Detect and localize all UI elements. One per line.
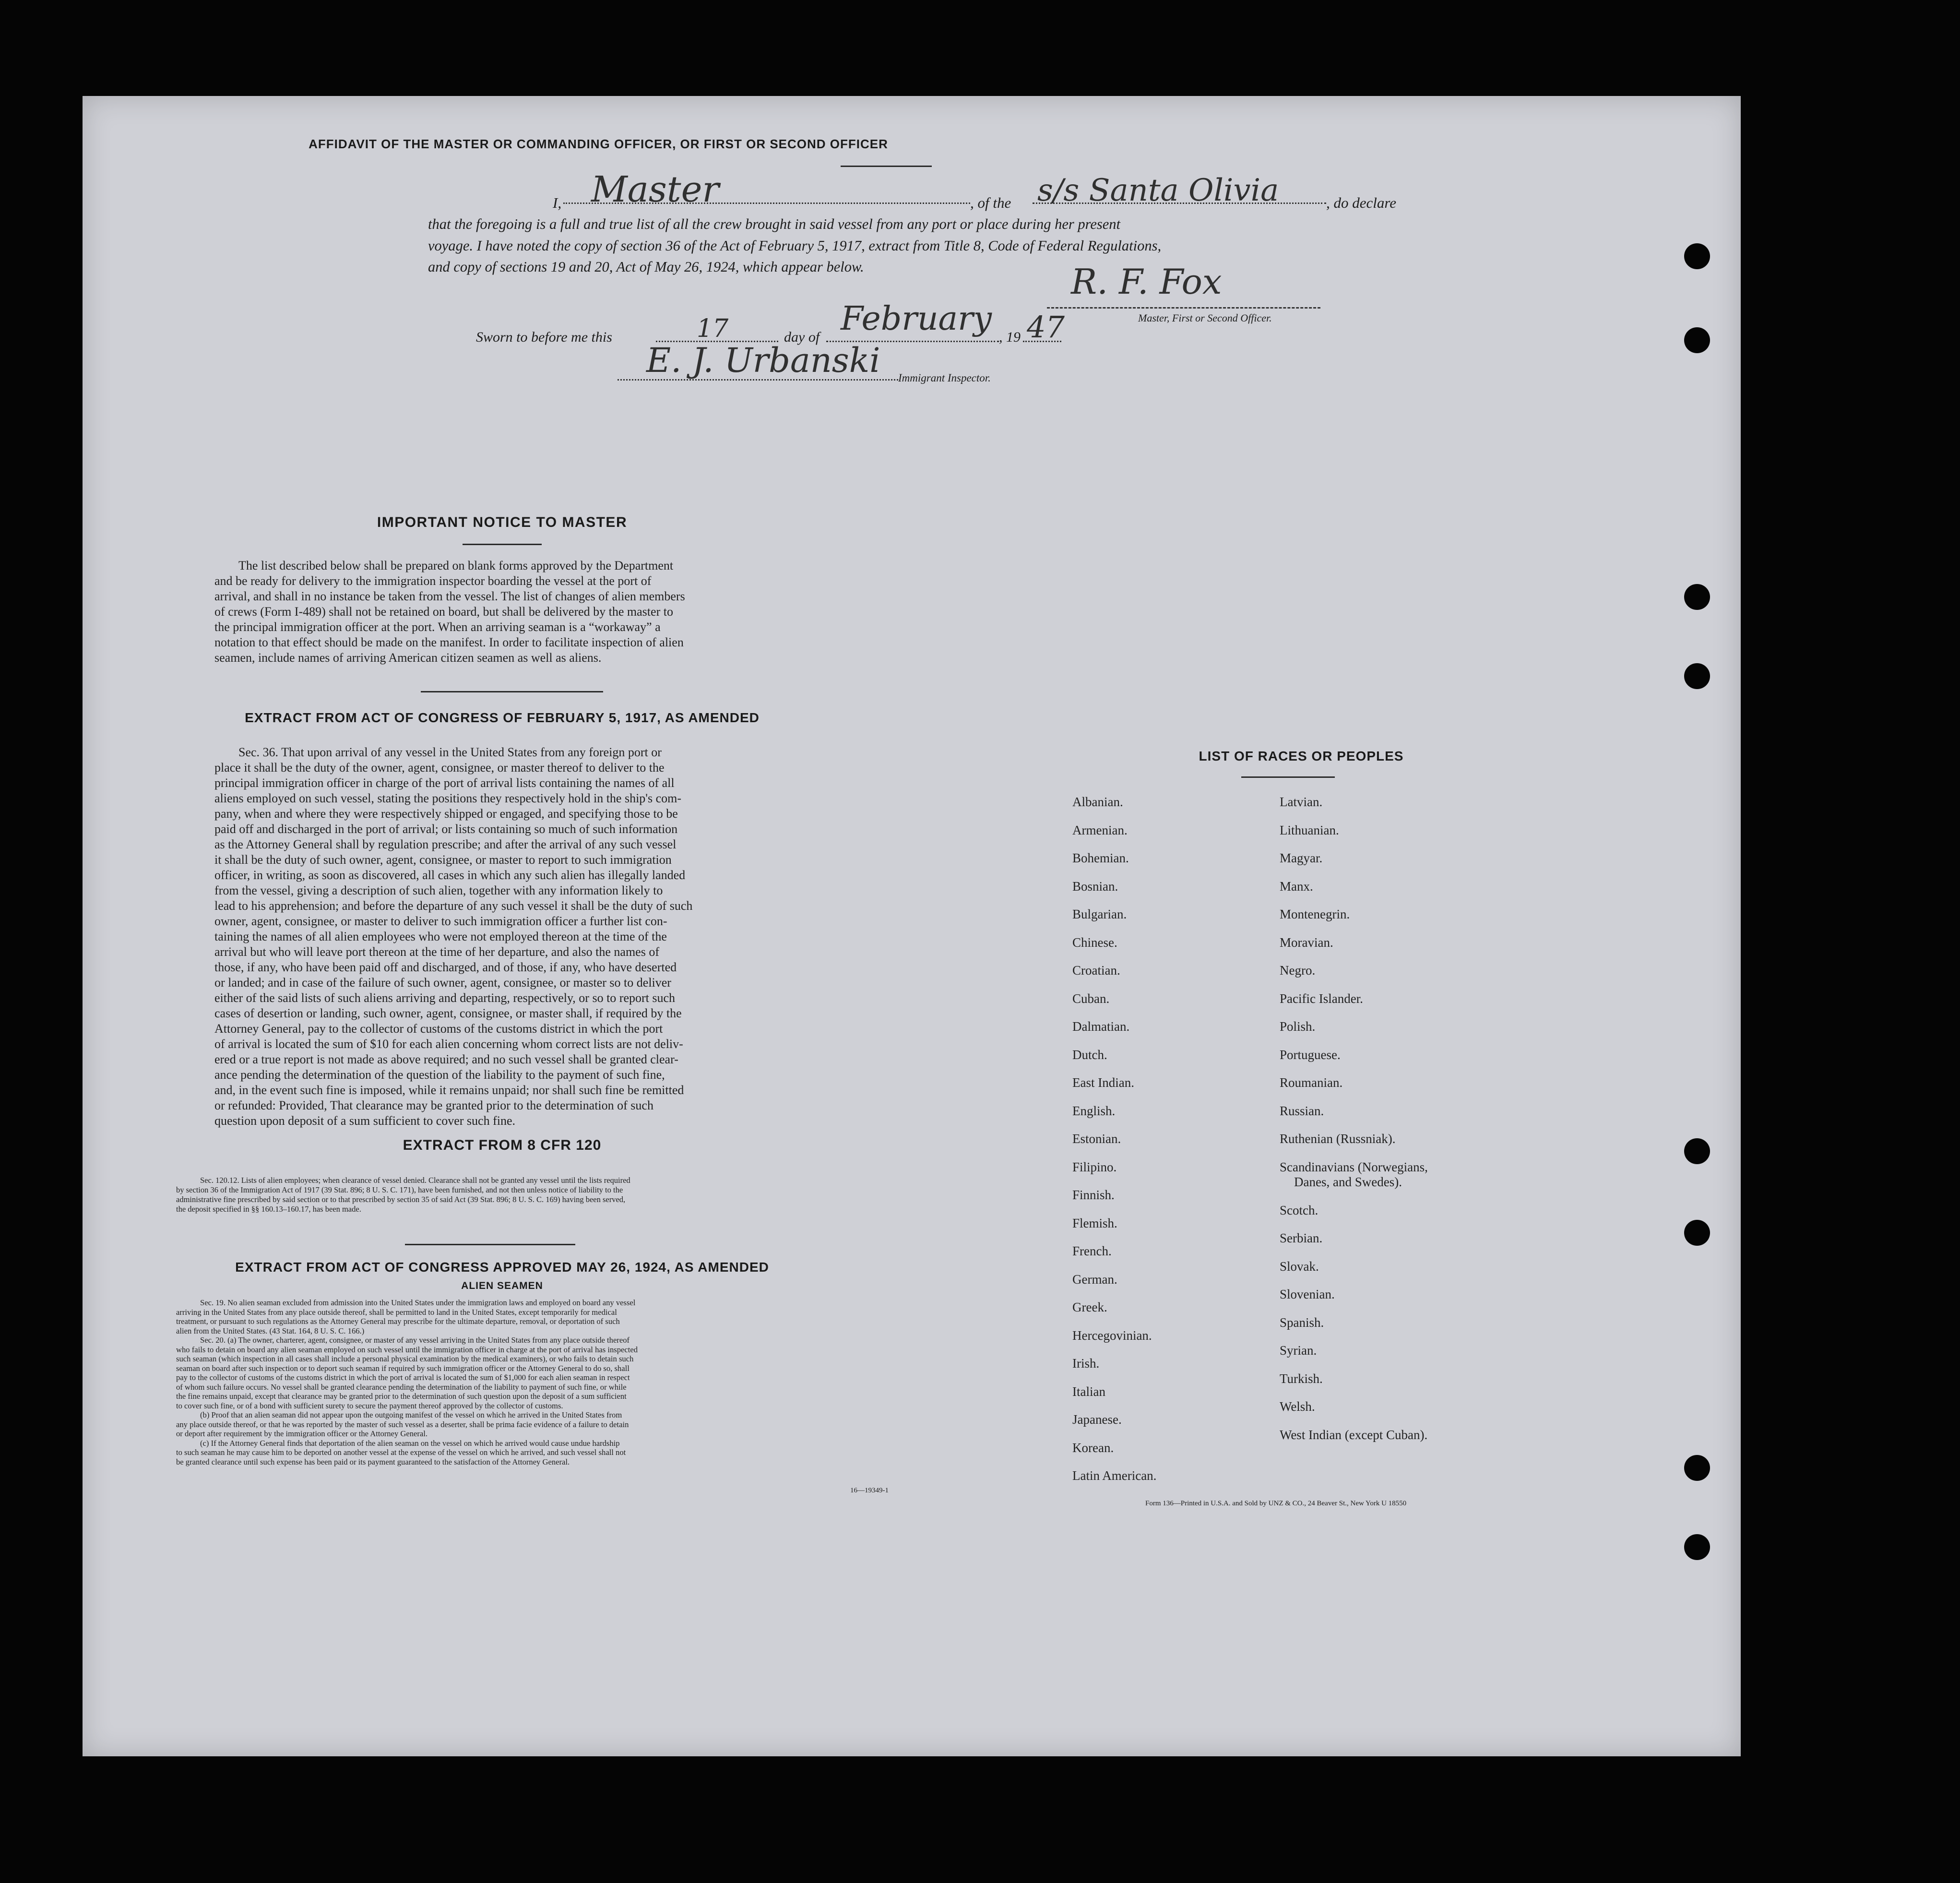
- race-item: Flemish.: [1072, 1216, 1117, 1230]
- race-item: Dutch.: [1072, 1047, 1107, 1062]
- race-item: East Indian.: [1072, 1075, 1134, 1090]
- year-prefix: , 19: [999, 329, 1021, 345]
- race-item: Pacific Islander.: [1280, 991, 1363, 1006]
- extract-1917-heading: EXTRACT FROM ACT OF CONGRESS OF FEBRUARY 5, 1917, AS AMENDED: [245, 710, 760, 725]
- race-item: Bosnian.: [1072, 879, 1118, 894]
- extract-1924-line: who fails to detain on board any alien seaman employed on such vessel until the immigration officer in charge at the port of arrival has inspected: [176, 1345, 638, 1354]
- document-page: [83, 96, 1741, 1756]
- extract-1917-line: or refunded: Provided, That clearance may be granted prior to the determination of such: [214, 1098, 653, 1112]
- race-item: Cuban.: [1072, 991, 1110, 1006]
- extract-1917-line: cases of desertion or landing, such owner, agent, consignee, or master shall, if required by the: [214, 1006, 682, 1020]
- sworn-label: Sworn to before me this: [476, 329, 612, 345]
- race-item: Lithuanian.: [1280, 822, 1339, 837]
- heading-rule: [841, 166, 932, 167]
- extract-cfr-heading: EXTRACT FROM 8 CFR 120: [403, 1137, 602, 1153]
- master-name-handwritten: Master: [591, 169, 719, 210]
- race-item: Croatian.: [1072, 963, 1120, 977]
- print-code: 16—19349-1: [850, 1487, 889, 1494]
- race-item: Latin American.: [1072, 1468, 1157, 1483]
- extract-1917-line: and, in the event such fine is imposed, while it remains unpaid; nor shall such fine be remitted: [214, 1083, 684, 1097]
- extract-1917-line: lead to his apprehension; and before the departure of any such vessel it shall be the duty of such: [214, 899, 693, 913]
- do-declare-label: , do declare: [1326, 194, 1397, 211]
- extract-1917-line: either of the said lists of such aliens arriving and departing, respectively, or so to report such: [214, 991, 676, 1005]
- race-item: Slovenian.: [1280, 1287, 1335, 1301]
- signature-line: [1047, 307, 1320, 309]
- race-item: Turkish.: [1280, 1371, 1323, 1386]
- year-handwritten: 47: [1027, 310, 1065, 345]
- extract-1917-line: ered or a true report is not made as above required; and no such vessel shall be granted clear-: [214, 1052, 678, 1066]
- race-item: Spanish.: [1280, 1315, 1324, 1330]
- races-rule: [1241, 776, 1335, 778]
- notice-line: arrival, and shall in no instance be taken from the vessel. The list of changes of alien members: [214, 589, 685, 603]
- affidavit-i-label: I,: [553, 194, 562, 211]
- alien-seamen-subheading: ALIEN SEAMEN: [461, 1280, 543, 1291]
- race-item: French.: [1072, 1244, 1112, 1258]
- signature-caption: Master, First or Second Officer.: [1138, 312, 1272, 324]
- extract-1924-line: arriving in the United States from any place outside thereof, shall be permitted to land in the United States, except temporarily for medical: [176, 1307, 617, 1317]
- race-item: Manx.: [1280, 879, 1313, 894]
- extract-1917-line: pany, when and where they were respectively shipped or engaged, and specifying those to be: [214, 807, 678, 821]
- extract-1924-line: seaman on board after such inspection or to deport such seaman if required by such immigration officer or the Attorney General to do so, shall: [176, 1363, 630, 1373]
- binder-hole: [1684, 663, 1710, 689]
- race-item: Roumanian.: [1280, 1075, 1343, 1090]
- extract-1917-line: arrival but who will leave port thereon at the time of her departure, and also the names of: [214, 945, 659, 959]
- cfr-line: Sec. 120.12. Lists of alien employees; when clearance of vessel denied. Clearance shall not be granted any vessel until the lists required: [200, 1176, 630, 1185]
- cfr-line: administrative fine prescribed by said section or to that prescribed by section 35 of said Act (39 Stat. 896; 8 U. S. C. 169) having been served,: [176, 1195, 626, 1204]
- race-item: Armenian.: [1072, 822, 1128, 837]
- extract-1924-line: to cover such fine, or of a bond with sufficient surety to secure the payment thereof approved by the collector of customs.: [176, 1401, 563, 1410]
- notice-line: seamen, include names of arriving American citizen seamen as well as aliens.: [214, 651, 602, 665]
- notice-line: the principal immigration officer at the port. When an arriving seaman is a “workaway” a: [214, 620, 661, 634]
- race-item: Negro.: [1280, 963, 1316, 977]
- race-item: Latvian.: [1280, 795, 1323, 809]
- extract-1917-body: [214, 745, 802, 1129]
- race-item: Montenegrin.: [1280, 907, 1350, 921]
- section-rule: [405, 1244, 575, 1245]
- day-of-label: day of: [784, 329, 820, 345]
- race-item: Danes, and Swedes).: [1294, 1175, 1402, 1189]
- year-line: [1023, 341, 1061, 342]
- extract-1924-line: such seaman (which inspection in all cases shall include a personal physical examination by the medical examiners), or who fails to detain such: [176, 1354, 634, 1363]
- extract-1917-line: it shall be the duty of such owner, agent, consignee, or master to report to such immigration: [214, 853, 672, 867]
- race-item: Scandinavians (Norwegians,: [1280, 1159, 1428, 1174]
- extract-1917-line: paid off and discharged in the port of arrival; or lists containing so much of such information: [214, 822, 678, 836]
- race-item: Albanian.: [1072, 795, 1123, 809]
- extract-1924-line: alien from the United States. (43 Stat. 164, 8 U. S. C. 166.): [176, 1326, 365, 1335]
- extract-1917-line: officer, in writing, as soon as discovered, all cases in which any such alien has illegally landed: [214, 868, 686, 882]
- extract-1924-line: Sec. 19. No alien seaman excluded from admission into the United States under the immigration laws and employed on board any vessel: [200, 1298, 636, 1307]
- race-item: Greek.: [1072, 1300, 1107, 1314]
- extract-1917-line: those, if any, who have been paid off and discharged, and of those, if any, who have deserted: [214, 960, 677, 974]
- race-item: Syrian.: [1280, 1343, 1317, 1358]
- race-item: Bulgarian.: [1072, 907, 1127, 921]
- race-item: Bohemian.: [1072, 851, 1129, 865]
- extract-1917-line: as the Attorney General shall by regulation prescribe; and after the arrival of any such vessel: [214, 837, 677, 851]
- notice-rule: [463, 544, 542, 545]
- extract-1917-line: of arrival is located the sum of $10 for each alien concerning whom correct lists are not deliv-: [214, 1037, 683, 1051]
- binder-hole: [1684, 584, 1710, 610]
- extract-1917-line: question upon deposit of a sum sufficient to cover such fine.: [214, 1114, 516, 1128]
- extract-1917-line: principal immigration officer in charge of the port of arrival lists containing the names of all: [214, 776, 675, 790]
- binder-hole: [1684, 1455, 1710, 1481]
- race-item: Dalmatian.: [1072, 1019, 1130, 1034]
- extract-1924-line: to such seaman he may cause him to be deported on another vessel at the expense of the vessel on which he arrived, and such vessel shall not: [176, 1448, 626, 1457]
- race-item: German.: [1072, 1272, 1117, 1287]
- races-heading: LIST OF RACES OR PEOPLES: [1199, 749, 1404, 763]
- notice-heading: IMPORTANT NOTICE TO MASTER: [377, 514, 628, 530]
- binder-hole: [1684, 1220, 1710, 1246]
- extract-1924-body: [176, 1298, 932, 1466]
- race-item: Irish.: [1072, 1356, 1100, 1371]
- cfr-line: by section 36 of the Immigration Act of 1917 (39 Stat. 896; 8 U. S. C. 171), have been furnished, and not then unless notice of liability to the: [176, 1185, 623, 1194]
- master-signature: R. F. Fox: [1071, 262, 1222, 302]
- notice-line: of crews (Form I-489) shall not be retained on board, but shall be delivered by the master to: [214, 605, 673, 619]
- extract-1924-line: treatment, or pursuant to such regulations as the Attorney General may prescribe for the ultimate departure, removal, or deportation of such: [176, 1317, 620, 1326]
- affidavit-heading: AFFIDAVIT OF THE MASTER OR COMMANDING OFFICER, OR FIRST OR SECOND OFFICER: [309, 137, 888, 151]
- of-the-label: , of the: [970, 194, 1011, 211]
- race-item: West Indian (except Cuban).: [1280, 1427, 1428, 1442]
- extract-1924-line: or deport after requirement by the immigration officer or the Attorney General.: [176, 1429, 428, 1438]
- affidavit-line-2: that the foregoing is a full and true list of all the crew brought in said vessel from any port or place during her present: [428, 216, 1121, 232]
- race-item: English.: [1072, 1103, 1116, 1118]
- extract-1924-line: of whom such failure occurs. No vessel shall be granted clearance pending the determination of the liability to payment of such fine, or while: [176, 1382, 627, 1392]
- extract-1924-line: be granted clearance until such expense has been paid or its payment guaranteed to the satisfaction of the Attorney General.: [176, 1457, 570, 1466]
- binder-hole: [1684, 243, 1710, 269]
- race-item: Chinese.: [1072, 935, 1117, 950]
- race-item: Korean.: [1072, 1440, 1114, 1455]
- race-item: Finnish.: [1072, 1188, 1115, 1202]
- race-item: Moravian.: [1280, 935, 1333, 950]
- extract-1924-heading: EXTRACT FROM ACT OF CONGRESS APPROVED MAY 26, 1924, AS AMENDED: [235, 1260, 769, 1275]
- race-item: Scotch.: [1280, 1203, 1319, 1217]
- vessel-name-handwritten: s/s Santa Olivia: [1037, 173, 1279, 208]
- race-item: Portuguese.: [1280, 1047, 1341, 1062]
- race-item: Welsh.: [1280, 1399, 1315, 1414]
- extract-1924-line: pay to the collector of customs of the customs district in which the port of arrival is located the sum of $1,000 for each alien seaman in respect: [176, 1373, 630, 1382]
- race-item: Magyar.: [1280, 851, 1323, 865]
- affidavit-line-3: voyage. I have noted the copy of section 36 of the Act of February 5, 1917, extract from Title 8, Code of Federal Regulations,: [428, 238, 1162, 254]
- race-item: Italian: [1072, 1384, 1105, 1399]
- section-rule: [421, 691, 603, 692]
- extract-1924-line: (b) Proof that an alien seaman did not appear upon the outgoing manifest of the vessel on which he arrived in the United States from: [200, 1410, 622, 1419]
- extract-1924-line: (c) If the Attorney General finds that deportation of the alien seaman on the vessel on which he arrived would cause undue hardship: [200, 1438, 620, 1448]
- race-item: Slovak.: [1280, 1259, 1319, 1274]
- binder-hole: [1684, 1138, 1710, 1164]
- extract-1917-line: Sec. 36. That upon arrival of any vessel in the United States from any foreign port or: [238, 745, 662, 759]
- binder-hole: [1684, 1534, 1710, 1560]
- extract-1924-line: Sec. 20. (a) The owner, charterer, agent, consignee, or master of any vessel arriving in the United States from any place outside thereof: [200, 1335, 630, 1345]
- form-footer: Form 136—Printed in U.S.A. and Sold by UNZ & CO., 24 Beaver St., New York U 18550: [1145, 1500, 1407, 1507]
- day-handwritten: 17: [697, 314, 729, 343]
- month-handwritten: February: [841, 300, 992, 338]
- race-item: Hercegovinian.: [1072, 1328, 1152, 1343]
- race-item: Filipino.: [1072, 1159, 1117, 1174]
- extract-1917-line: aliens employed on such vessel, stating the positions they respectively hold in the ship's com-: [214, 791, 682, 805]
- affidavit-line-4: and copy of sections 19 and 20, Act of May 26, 1924, which appear below.: [428, 259, 864, 275]
- inspector-signature: E. J. Urbanski: [646, 341, 880, 380]
- cfr-line: the deposit specified in §§ 160.13–160.17, has been made.: [176, 1204, 361, 1214]
- inspector-caption: Immigrant Inspector.: [898, 372, 991, 384]
- race-item: Russian.: [1280, 1103, 1324, 1118]
- extract-1917-line: place it shall be the duty of the owner, agent, consignee, or master thereof to deliver to the: [214, 761, 665, 775]
- extract-1917-line: Attorney General, pay to the collector of customs of the customs district in which the port: [214, 1022, 663, 1036]
- binder-hole: [1684, 327, 1710, 353]
- notice-line: The list described below shall be prepared on blank forms approved by the Department: [238, 559, 674, 572]
- notice-body: [214, 558, 802, 666]
- race-item: Serbian.: [1280, 1231, 1323, 1245]
- extract-cfr-body: [176, 1176, 932, 1214]
- extract-1917-line: taining the names of all alien employees who were not employed thereon at the time of the: [214, 930, 667, 943]
- extract-1924-line: any place outside thereof, or that he was reported by the master of such vessel as a deserter, shall be prima facie evidence of a failure to detain: [176, 1419, 629, 1429]
- extract-1917-line: or landed; and in case of the failure of such owner, agent, consignee, or master so to deliver: [214, 976, 671, 989]
- extract-1917-line: owner, agent, consignee, or master to deliver to such immigration officer a further list con-: [214, 914, 667, 928]
- extract-1924-line: the fine remains unpaid, except that clearance may be granted prior to the determination of such question upon the deposit of a sum sufficient: [176, 1392, 627, 1401]
- race-item: Polish.: [1280, 1019, 1316, 1034]
- notice-line: and be ready for delivery to the immigration inspector boarding the vessel at the port of: [214, 574, 652, 588]
- race-item: Estonian.: [1072, 1132, 1121, 1146]
- race-item: Ruthenian (Russniak).: [1280, 1132, 1396, 1146]
- notice-line: notation to that effect should be made on the manifest. In order to facilitate inspection of alien: [214, 635, 684, 649]
- extract-1917-line: ance pending the determination of the question of the liability to the payment of such fine,: [214, 1068, 665, 1082]
- race-item: Japanese.: [1072, 1412, 1122, 1427]
- extract-1917-line: from the vessel, giving a description of such alien, together with any information likely to: [214, 883, 663, 897]
